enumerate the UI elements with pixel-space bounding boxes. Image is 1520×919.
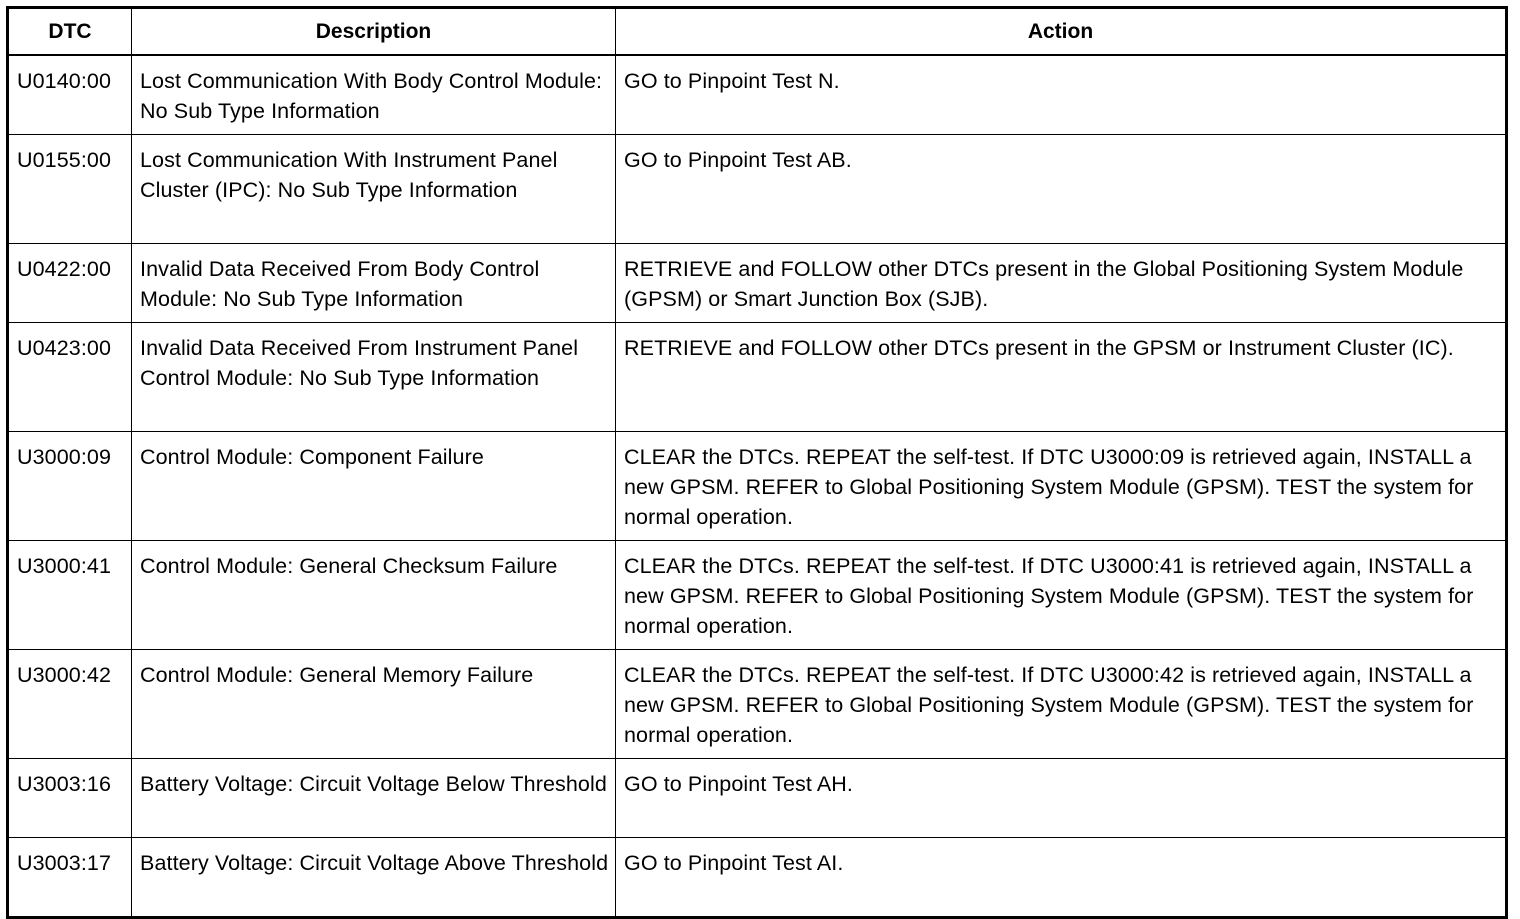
dtc-code-cell: U0155:00 (8, 135, 132, 244)
dtc-code-cell: U3000:41 (8, 541, 132, 650)
table-row (8, 55, 1507, 135)
header-action: Action (616, 8, 1507, 56)
dtc-code-cell: U3000:09 (8, 432, 132, 541)
table-row (8, 244, 1507, 323)
dtc-code-cell: U0140:00 (8, 55, 132, 135)
table-body (8, 55, 1507, 918)
action-cell: RETRIEVE and FOLLOW other DTCs present in the GPSM or Instrument Cluster (IC). (616, 323, 1507, 432)
dtc-code-cell: U3003:17 (8, 838, 132, 918)
description-cell: Battery Voltage: Circuit Voltage Below Threshold (132, 759, 616, 838)
dtc-code-cell: U3000:42 (8, 650, 132, 759)
description-cell: Lost Communication With Body Control Module: No Sub Type Information (132, 55, 616, 135)
header-dtc: DTC (8, 8, 132, 56)
table-row (8, 838, 1507, 918)
action-cell: GO to Pinpoint Test AH. (616, 759, 1507, 838)
table-row (8, 323, 1507, 432)
header-description: Description (132, 8, 616, 56)
action-cell: CLEAR the DTCs. REPEAT the self-test. If DTC U3000:09 is retrieved again, INSTALL a new GPSM. REFER to Global Positioning System Module (GPSM). TEST the system for normal operation. (616, 432, 1507, 541)
table-row (8, 432, 1507, 541)
dtc-code-cell: U3003:16 (8, 759, 132, 838)
header-row (8, 8, 1507, 56)
description-cell: Invalid Data Received From Body Control Module: No Sub Type Information (132, 244, 616, 323)
table-row (8, 541, 1507, 650)
description-cell: Invalid Data Received From Instrument Panel Control Module: No Sub Type Information (132, 323, 616, 432)
table-row (8, 650, 1507, 759)
action-cell: GO to Pinpoint Test AI. (616, 838, 1507, 918)
action-cell: GO to Pinpoint Test AB. (616, 135, 1507, 244)
description-cell: Control Module: Component Failure (132, 432, 616, 541)
action-cell: CLEAR the DTCs. REPEAT the self-test. If DTC U3000:41 is retrieved again, INSTALL a new GPSM. REFER to Global Positioning System Module (GPSM). TEST the system for normal operation. (616, 541, 1507, 650)
action-cell: GO to Pinpoint Test N. (616, 55, 1507, 135)
table-row (8, 759, 1507, 838)
description-cell: Battery Voltage: Circuit Voltage Above Threshold (132, 838, 616, 918)
dtc-table (6, 6, 1508, 919)
action-cell: RETRIEVE and FOLLOW other DTCs present in the Global Positioning System Module (GPSM) or Smart Junction Box (SJB). (616, 244, 1507, 323)
dtc-code-cell: U0423:00 (8, 323, 132, 432)
description-cell: Control Module: General Memory Failure (132, 650, 616, 759)
dtc-code-cell: U0422:00 (8, 244, 132, 323)
action-cell: CLEAR the DTCs. REPEAT the self-test. If DTC U3000:42 is retrieved again, INSTALL a new GPSM. REFER to Global Positioning System Module (GPSM). TEST the system for normal operation. (616, 650, 1507, 759)
dtc-table-container (6, 6, 1508, 919)
table-header (8, 8, 1507, 56)
table-row (8, 135, 1507, 244)
description-cell: Control Module: General Checksum Failure (132, 541, 616, 650)
description-cell: Lost Communication With Instrument Panel Cluster (IPC): No Sub Type Information (132, 135, 616, 244)
